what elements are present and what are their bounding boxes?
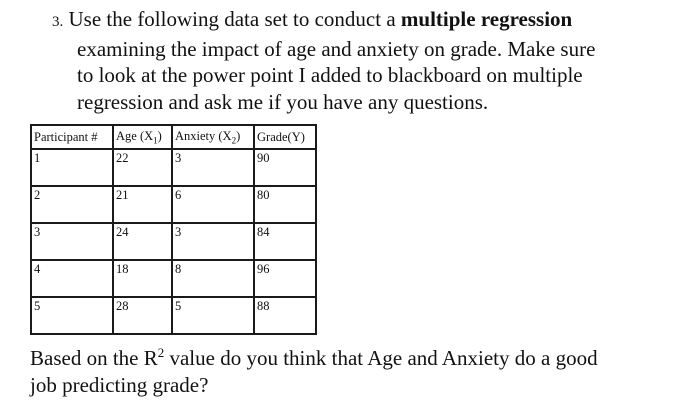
cell-anxiety: 6: [172, 186, 254, 223]
cell-participant: 1: [31, 149, 113, 186]
header-age: Age $(X_1)$: [113, 125, 172, 149]
cell-participant: 4: [31, 260, 113, 297]
question-line-1: [52, 6, 682, 36]
header-anxiety: Anxiety $(X_2)$: [172, 125, 254, 149]
cell-participant: 5: [31, 297, 113, 334]
table-row: [31, 297, 316, 334]
table-row: [31, 223, 316, 260]
multiple-regression-emphasis: multiple regression: [400, 7, 573, 31]
question-line-4: regression and ask me if you have any questions.: [77, 89, 489, 114]
header-grade: Grade(Y): [254, 125, 316, 149]
cell-grade: 80: [254, 186, 316, 223]
cell-anxiety: 8: [172, 260, 254, 297]
question-line-2: examining the impact of age and anxiety on grade. Make sure: [77, 36, 596, 61]
cell-age: 21: [113, 186, 172, 223]
table-row: [31, 149, 316, 186]
question-text: [52, 6, 682, 115]
question-number: 3.: [52, 14, 64, 30]
cell-grade: 96: [254, 260, 316, 297]
question-intro: Use the following data set to conduct a: [68, 7, 401, 31]
data-table: [30, 124, 317, 335]
cell-participant: 3: [31, 223, 113, 260]
table-row: [31, 260, 316, 297]
cell-anxiety: 3: [172, 149, 254, 186]
table-row: [31, 186, 316, 223]
closing-question: [30, 345, 690, 398]
cell-anxiety: 5: [172, 297, 254, 334]
closing-line-2: job predicting grade?: [30, 372, 209, 397]
cell-anxiety: 3: [172, 223, 254, 260]
cell-grade: 84: [254, 223, 316, 260]
header-row: [31, 125, 316, 149]
cell-age: 28: [113, 297, 172, 334]
header-participant: Participant #: [31, 125, 113, 149]
cell-participant: 2: [31, 186, 113, 223]
cell-age: 22: [113, 149, 172, 186]
cell-age: 24: [113, 223, 172, 260]
r-squared-superscript: 2: [157, 345, 165, 360]
closing-line-1: Based on the $R^2$ value do you think that Age and Anxiety do a good: [30, 345, 598, 370]
question-line-3: to look at the power point I added to blackboard on multiple: [77, 63, 583, 87]
cell-age: 18: [113, 260, 172, 297]
cell-grade: 90: [254, 149, 316, 186]
cell-grade: 88: [254, 297, 316, 334]
